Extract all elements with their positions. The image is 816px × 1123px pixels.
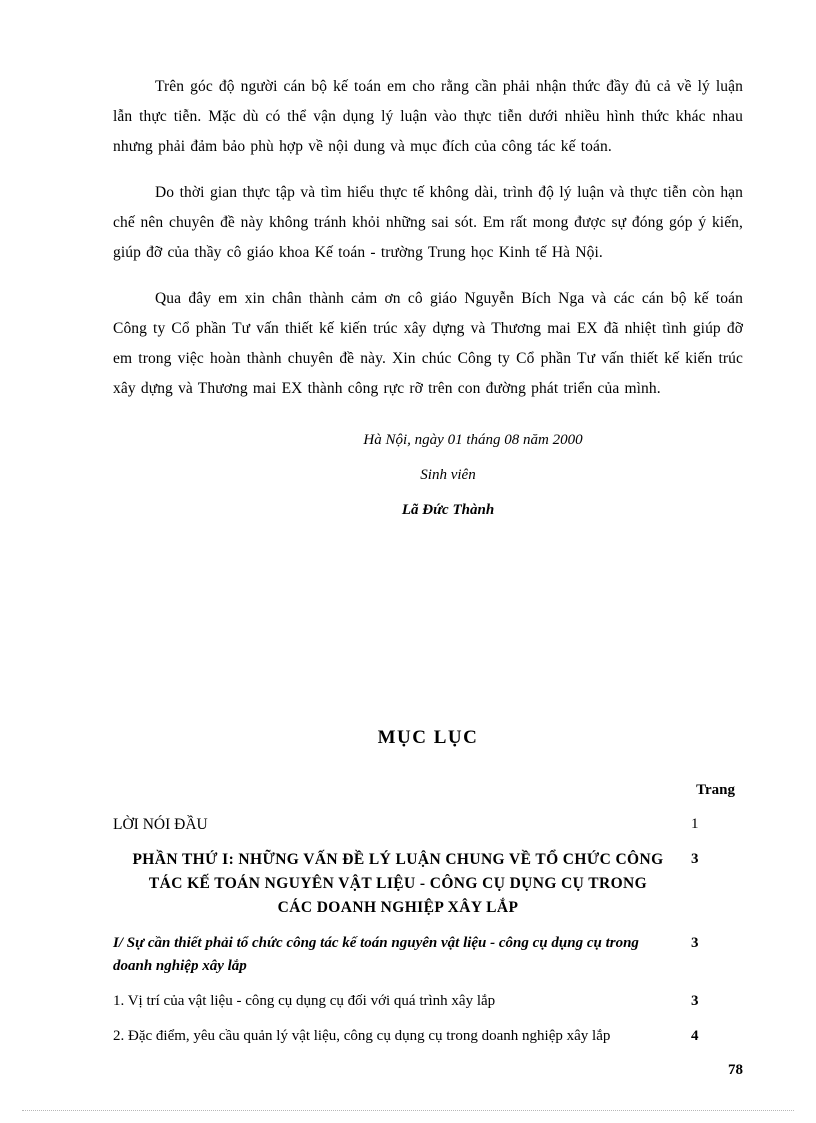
- toc-title: MỤC LỤC: [377, 727, 479, 748]
- paragraph-2: Do thời gian thực tập và tìm hiểu thực tế không dài, trình độ lý luận và thực tiễn còn hạn chế nên chuyên đề này không tránh khỏi những sai sót. Em rất mong được sự đóng góp ý kiến, giúp đỡ của thầy cô giáo khoa Kế toán - trường Trung học Kinh tế Hà Nội.: [113, 184, 743, 261]
- document-body: [113, 72, 743, 1078]
- signature-role: Sinh viên: [420, 467, 476, 483]
- paragraph-1: Trên góc độ người cán bộ kế toán em cho rằng cần phải nhận thức đầy đủ cả về lý luận lẫn thực tiễn. Mặc dù có thể vận dụng lý luận vào thực tiễn dưới nhiều hình thức khác nhau nhưng phải đảm bảo phù hợp về nội dung và mục đích của công tác kế toán.: [113, 78, 743, 155]
- toc-entry-label: LỜI NÓI ĐẦU: [113, 816, 208, 833]
- signature-place-date: Hà Nội, ngày 01 tháng 08 năm 2000: [363, 432, 583, 448]
- toc-entry-page: 4: [691, 1028, 699, 1044]
- toc-page-column-header: Trang: [696, 782, 735, 798]
- toc-entry[interactable]: [113, 813, 743, 836]
- page-number: 78: [728, 1062, 743, 1078]
- signature-name: Lã Đức Thành: [401, 502, 495, 518]
- toc-entry-page: 3: [691, 935, 699, 951]
- toc-entry-label: PHẦN THỨ I: NHỮNG VẤN ĐỀ LÝ LUẬN CHUNG VỀ TỔ CHỨC CÔNG TÁC KẾ TOÁN NGUYÊN VẬT LIỆU - CÔNG CỤ DỤNG CỤ TRONG CÁC DOANH NGHIỆP XÂY LẮP: [132, 851, 664, 916]
- toc-entry-page: 3: [691, 993, 699, 1009]
- toc-entry[interactable]: [113, 932, 743, 978]
- table-of-contents: [113, 782, 743, 1060]
- toc-entry-page: 3: [691, 851, 699, 867]
- signature-block: [113, 426, 743, 524]
- toc-entry-label: I/ Sự cần thiết phải tổ chức công tác kế toán nguyên vật liệu - công cụ dụng cụ trong doanh nghiệp xây lắp: [113, 935, 639, 974]
- toc-entry[interactable]: [113, 848, 743, 920]
- toc-entry-label: 2. Đặc điểm, yêu cầu quản lý vật liệu, công cụ dụng cụ trong doanh nghiệp xây lắp: [113, 1028, 611, 1044]
- paragraph-3: Qua đây em xin chân thành cảm ơn cô giáo Nguyễn Bích Nga và các cán bộ kế toán Công ty Cổ phần Tư vấn thiết kế kiến trúc xây dựng và Thương mai EX đã nhiệt tình giúp đỡ em trong việc hoàn thành chuyên đề này. Xin chúc Công ty Cổ phần Tư vấn thiết kế kiến trúc xây dựng và Thương mai EX thành công rực rỡ trên con đường phát triển của mình.: [113, 290, 743, 397]
- toc-entry[interactable]: [113, 990, 743, 1013]
- toc-entry-label: 1. Vị trí của vật liệu - công cụ dụng cụ đối với quá trình xây lắp: [113, 993, 496, 1009]
- footer-divider: [22, 1110, 794, 1111]
- toc-entry-page: 1: [691, 816, 699, 832]
- toc-entry[interactable]: [113, 1025, 743, 1048]
